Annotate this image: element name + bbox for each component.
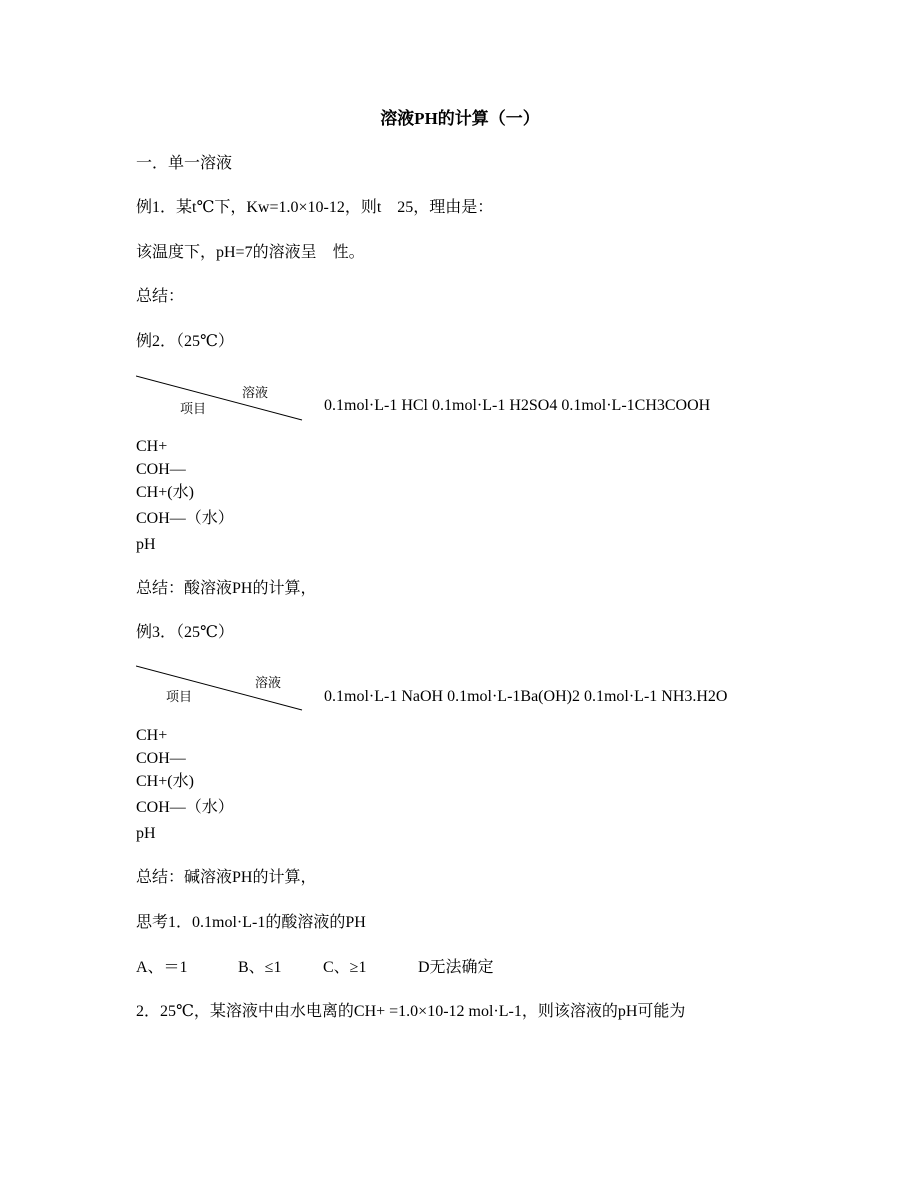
example3-row-label: COH—: [136, 750, 186, 767]
example2-row-label: CH+(水): [136, 484, 194, 501]
example3-row-label: pH: [136, 825, 156, 842]
example2-row-label: pH: [136, 536, 156, 553]
option-b: B、≤1: [238, 959, 282, 976]
example2-diagonal-header: [136, 374, 306, 422]
question-2: 2．25℃，某溶液中由水电离的CH+ =1.0×10-12 mol·L-1，则该溶液的pH可能为: [136, 1003, 686, 1020]
example3-row-label: COH—（水）: [136, 799, 234, 816]
summary-acid: 总结：酸溶液PH的计算，: [136, 580, 317, 597]
header-top-label: 溶液: [255, 676, 282, 691]
example3-row-label: CH+(水): [136, 773, 194, 790]
diagonal-line: [136, 374, 306, 422]
section-heading: 一．单一溶液: [136, 155, 233, 172]
header-top-label: 溶液: [242, 386, 269, 401]
option-d: D无法确定: [418, 959, 494, 976]
example3-row-label: CH+: [136, 727, 168, 744]
example2-row-label: COH—（水）: [136, 510, 234, 527]
example2-column-headers: 0.1mol·L-1 HCl 0.1mol·L-1 H2SO4 0.1mol·L-1CH3COOH: [324, 397, 711, 414]
summary-blank: 总结：: [136, 288, 185, 305]
example2-row-label: CH+: [136, 438, 168, 455]
example2-heading: 例2．（25℃）: [136, 333, 234, 350]
example3-heading: 例3．（25℃）: [136, 624, 234, 641]
header-bottom-label: 项目: [180, 402, 207, 417]
header-bottom-label: 项目: [166, 690, 193, 705]
option-a: A、＝1: [136, 959, 188, 976]
example2-row-label: COH—: [136, 461, 186, 478]
option-c: C、≥1: [323, 959, 367, 976]
example3-diagonal-header: [136, 664, 306, 712]
summary-base: 总结：碱溶液PH的计算，: [136, 869, 317, 886]
example3-column-headers: 0.1mol·L-1 NaOH 0.1mol·L-1Ba(OH)2 0.1mol·L-1 NH3.H2O: [324, 688, 728, 705]
think-question-1: 思考1．0.1mol·L-1的酸溶液的PH: [136, 914, 366, 931]
example1-line1: 例1．某t℃下，Kw=1.0×10-12，则t 25，理由是：: [136, 199, 494, 216]
example1-line2: 该温度下，pH=7的溶液呈 性。: [136, 244, 365, 261]
page-title: 溶液PH的计算（一）: [380, 109, 540, 128]
